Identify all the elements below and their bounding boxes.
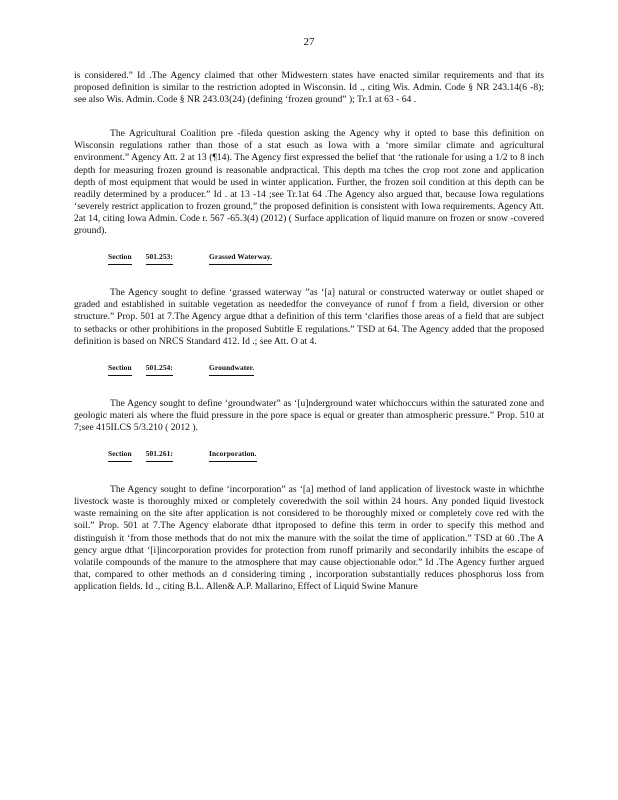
section-title: Grassed Waterway. <box>209 251 272 265</box>
section-heading-groundwater <box>108 362 544 376</box>
section-number: 501.253: <box>146 251 173 265</box>
section-title: Groundwater. <box>209 362 254 376</box>
paragraph-groundwater: The Agency sought to define ‘groundwater” as ‘[u]nderground water whichoccurs within the saturated zone and geologic materi als where the fluid pressure in the pore space is equal or greater than atmospheric pressure.” Prop. 510 at 7;see 415ILCS 5/3.210 ( 2012 ). <box>74 397 544 433</box>
section-heading-incorporation <box>108 448 544 462</box>
section-heading-grassed-waterway <box>108 251 544 265</box>
paragraph-incorporation: The Agency sought to define ‘incorporation” as ‘[a] method of land application of livestock waste in whichthe livestock waste is thoroughly mixed or completely coveredwith the soil within 24 hours. Any ponded liquid livestock waste remaining on the site after application is not considered to be thoroughly mixed or completely cove red with the soil.” Prop. 501 at 7.The Agency elaborate dthat itproposed to define this term in order to specify this method and distinguish it ‘from those methods that do not mix the manure with the soilat the time of application.” TSD at 60 .The A gency argue dthat ‘[i]incorporation provides for protection from runoff primarily and secondarily inhibits the escape of volatile compounds of the manure to the atmosphere that may cause objectionable odor.” Id .The Agency further argued that, compared to other methods an d considering timing , incorporation substantially reduces phosphorus loss from application fields. Id ., citing B.L. Allen& A.P. Mallarino, Effect of Liquid Swine Manure <box>74 484 544 592</box>
section-label: Section <box>108 362 132 376</box>
section-label: Section <box>108 251 132 265</box>
paragraph-continuation: is considered.” Id .The Agency claimed that other Midwestern states have enacted similar requirements and that its proposed definition is similar to the restriction adopted in Wisconsin. Id ., citing Wis. Admin. Code § NR 243.14(6 -8); see also Wis. Admin. Code § NR 243.03(24) (defining ‘frozen ground” ); Tr.1 at 63 - 64 . <box>74 70 544 106</box>
paragraph-grassed-waterway: The Agency sought to define ‘grassed waterway ”as ‘[a] natural or constructed waterway or outlet shaped or graded and established in suitable vegetation as neededfor the conveyance of runof f from a field, diversion or other structure.” Prop. 501 at 7.The Agency argue dthat a definition of this term ‘clarifies those areas of a field that are subject to setbacks or other prohibitions in the proposed Subtitle E regulations.” TSD at 64. The Agency added that the proposed definition is based on NRCS Standard 412. Id .; see Att. O at 4. <box>74 287 544 347</box>
document-body <box>74 70 544 593</box>
section-title: Incorporation. <box>209 448 257 462</box>
page-number: 27 <box>303 36 315 48</box>
section-number: 501.254: <box>146 362 173 376</box>
section-label: Section <box>108 448 132 462</box>
section-number: 501.261: <box>146 448 173 462</box>
paragraph-agricultural-coalition: The Agricultural Coalition pre -fileda question asking the Agency why it opted to base this definition on Wisconsin regulations rather than those of a stat esuch as Iowa with a ‘more similar climate and agricultural environment.” Agency Att. 2 at 13 (¶14). The Agency first expressed the belief that ‘the rationale for using a 1/2 to 8 inch depth for measuring frozen ground is reasonable andpractical. This depth ma tches the crop root zone and application depth of most equipment that would be used in winter application. Further, the frozen soil condition at this depth can be readily determined by a producer.” Id . at 13 -14 ;see Tr.1at 64 .The Agency also argued that, because Iowa regulations ‘severely restrict application to frozen ground,” the proposed definition is consistent with Iowa requirements. Agency Att. 2at 14, citing Iowa Admin. Code r. 567 -65.3(4) (2012) ( Surface application of liquid manure on frozen or snow -covered ground). <box>74 128 544 237</box>
